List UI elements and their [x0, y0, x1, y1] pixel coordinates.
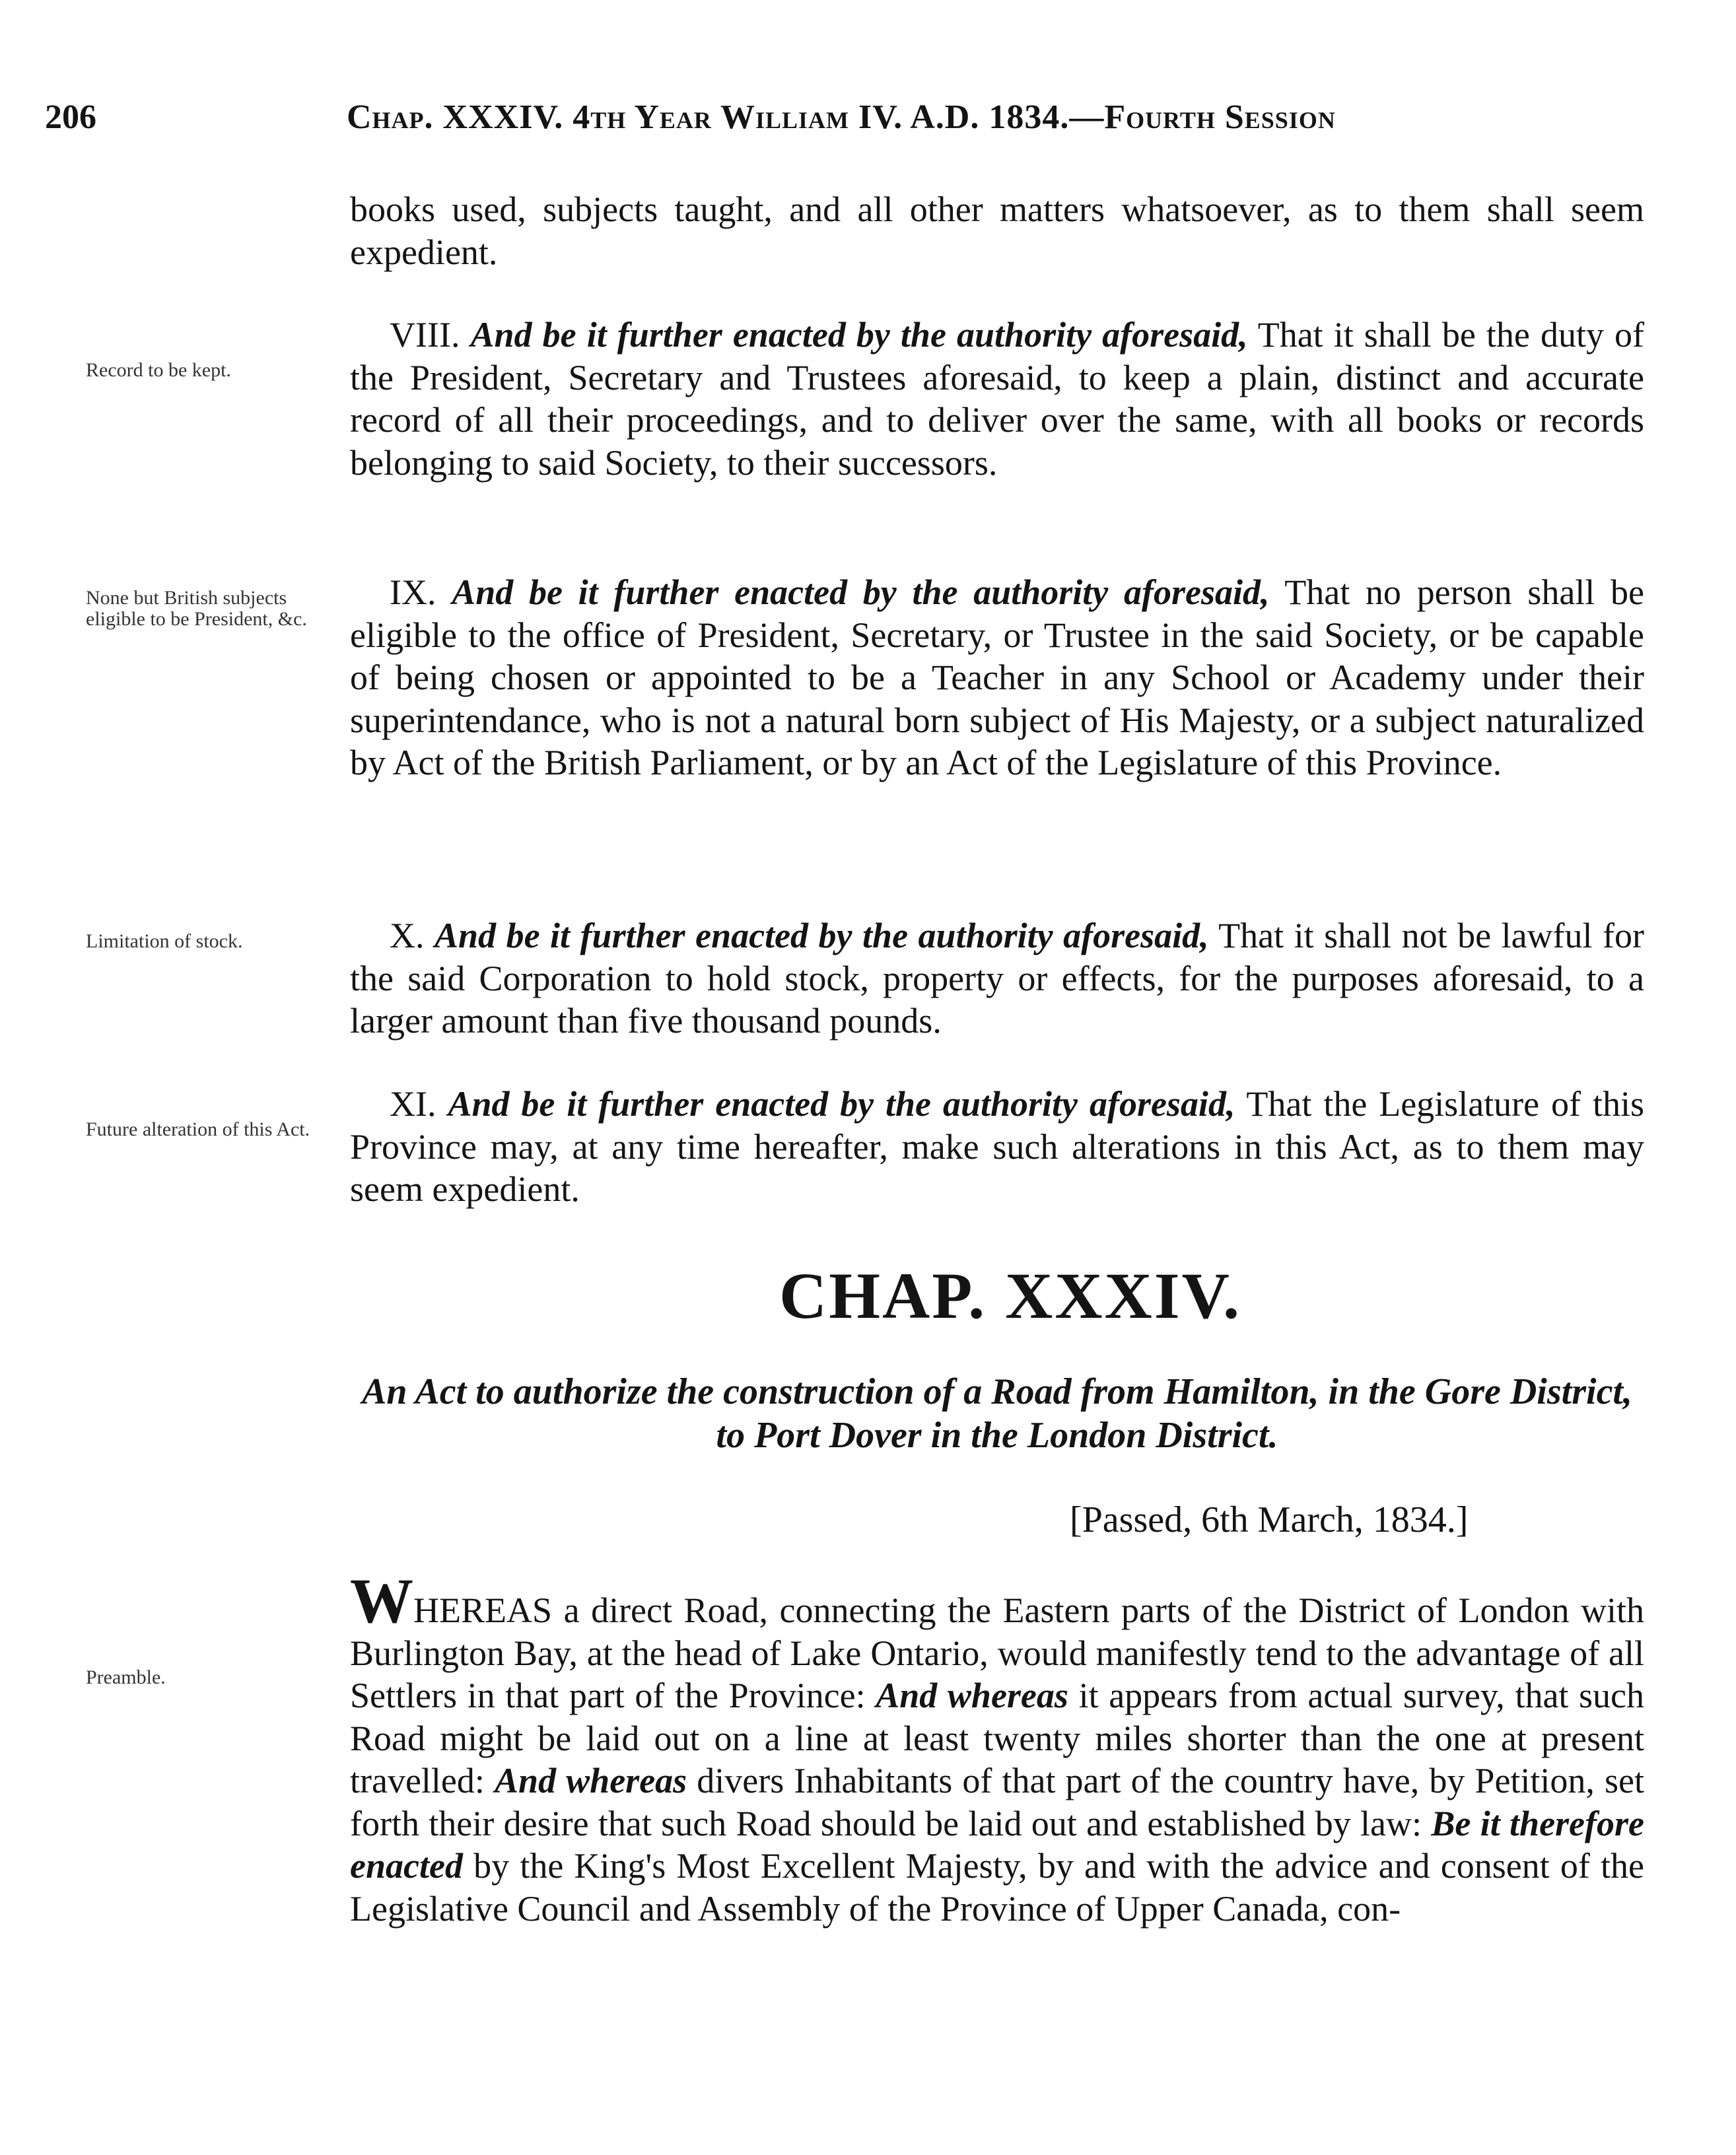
section-number: VIII. [390, 315, 460, 355]
section-text: That no person shall be eligible to the office of President, Secretary, or Trustee in the said Society, or be capable of being chosen or appointed to be a Teacher in any School or Academy under their superintendance, who is not a natural born subject of His Majesty, or a subject naturalized by Act of the British Parliament, or by an Act of the Legislature of this Province. [350, 572, 1644, 782]
act-title: An Act to authorize the construction of a Road from Hamilton, in the Gore District, to Port Dover in the London District. [362, 1371, 1632, 1456]
margin-note-alteration: Future alteration of this Act. [86, 1118, 310, 1140]
margin-note-preamble: Preamble. [86, 1666, 166, 1688]
section-text: That it shall not be lawful for the said Corporation to hold stock, property or effects, for the purposes aforesaid, to a larger amount than five thousand pounds. [350, 916, 1644, 1041]
section-number: XI. [390, 1084, 436, 1124]
enacting-clause: And be it further enacted by the authority aforesaid, [434, 916, 1209, 955]
preamble-text-3: divers Inhabitants of that part of the country have, by Petition, set forth their desire that such Road should be laid out and established by law: [350, 1761, 1645, 1843]
continuation-paragraph [350, 188, 1644, 273]
margin-note-stock: Limitation of stock. [86, 930, 243, 952]
section-ix [350, 571, 1644, 784]
first-word-rest: HEREAS [413, 1591, 553, 1630]
preamble-text-2: it appears from actual survey, that such Road might be laid out on a line at least twenty miles shorter than the one at present travelled: [350, 1676, 1645, 1800]
running-header: Chap. XXXIV. 4th Year William IV. A.D. 1834.—Fourth Session [347, 98, 1336, 136]
section-number: X. [390, 916, 425, 955]
enacting-clause: And be it further enacted by the authority aforesaid, [470, 315, 1248, 355]
drop-cap: W [350, 1565, 413, 1636]
enacting-clause: And be it further enacted by the authority aforesaid, [448, 1084, 1235, 1124]
section-viii [350, 314, 1644, 484]
enacting-clause: And be it further enacted by the authority aforesaid, [452, 572, 1270, 612]
passed-date: [Passed, 6th March, 1834.] [1070, 1499, 1469, 1540]
whereas-clause-2: And whereas [495, 1761, 687, 1800]
whereas-clause-1: And whereas [876, 1676, 1068, 1715]
margin-note-record: Record to be kept. [86, 359, 231, 381]
page-number: 206 [45, 98, 96, 136]
enacting-formula: Be it therefore enacted [350, 1803, 1644, 1886]
preamble-text-1: a direct Road, connecting the Eastern parts of the District of London with Burlington Bay, at the head of Lake Ontario, would manifestly tend to the advantage of all Settlers in that part of the Province: [350, 1591, 1645, 1715]
section-number: IX. [390, 572, 436, 612]
continuation-text: books used, subjects taught, and all other matters whatsoever, as to them shall seem expedient. [350, 189, 1644, 272]
preamble-text-4: by the King's Most Excellent Majesty, by and with the advice and consent of the Legislative Council and Assembly of the Province of Upper Canada, con- [350, 1846, 1644, 1929]
margin-note-british-subjects: None but British subjects eligible to be President, &c. [86, 587, 307, 630]
section-x [350, 914, 1644, 1043]
section-xi [350, 1083, 1644, 1211]
section-text: That it shall be the duty of the President, Secretary and Trustees aforesaid, to keep a plain, distinct and accurate record of all their proceedings, and to deliver over the same, with all books or records belonging to said Society, to their successors. [350, 315, 1644, 483]
chapter-title: CHAP. XXXIV. [779, 1259, 1241, 1332]
section-text: That the Legislature of this Province may, at any time hereafter, make such alterations in this Act, as to them may seem expedient. [350, 1084, 1644, 1209]
preamble-paragraph [350, 1565, 1645, 1930]
